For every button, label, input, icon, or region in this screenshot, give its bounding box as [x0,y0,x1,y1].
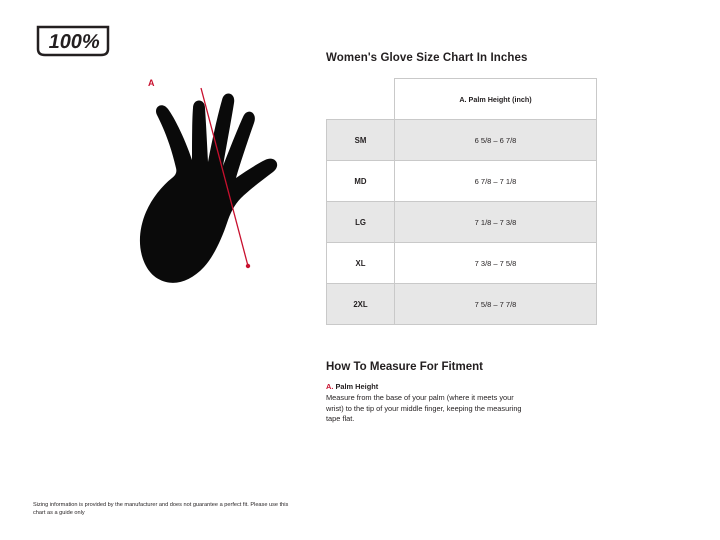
item-label-text: Palm Height [335,382,379,391]
size-label: SM [327,120,395,161]
table-row [327,284,597,325]
table-header-palm-height: A. Palm Height (inch) [395,79,597,120]
size-label: 2XL [327,284,395,325]
size-label: MD [327,161,395,202]
table-header-row [327,79,597,120]
table-row [327,161,597,202]
how-to-measure-title: How To Measure For Fitment [326,361,483,373]
table-row [327,202,597,243]
womens-glove-hand-diagram [100,70,320,310]
page-title: Women's Glove Size Chart In Inches [326,52,528,64]
palm-height-value: 7 3/8 – 7 5/8 [395,243,597,284]
size-chart-panel [326,52,688,425]
table-row [327,120,597,161]
how-to-measure-item-label [326,382,688,391]
table-row [327,243,597,284]
brand-logo [33,24,113,58]
measurement-label-a: A [148,78,155,88]
size-label: LG [327,202,395,243]
how-to-measure-item-text: Measure from the base of your palm (where it meets your wrist) to the tip of your middle finger, keeping the measuring tape flat. [326,393,522,424]
palm-height-value: 7 5/8 – 7 7/8 [395,284,597,325]
item-mark: A. [326,382,334,391]
svg-text:100%: 100% [46,31,102,53]
size-chart-table [326,78,597,325]
palm-height-value: 6 7/8 – 7 1/8 [395,161,597,202]
footer-disclaimer: Sizing information is provided by the manufacturer and does not guarantee a perfect fit. Please use this chart as a guide only [33,501,289,517]
size-label: XL [327,243,395,284]
palm-height-value: 7 1/8 – 7 3/8 [395,202,597,243]
table-header-corner [327,79,395,120]
how-to-measure-section [326,361,688,425]
palm-height-value: 6 5/8 – 6 7/8 [395,120,597,161]
